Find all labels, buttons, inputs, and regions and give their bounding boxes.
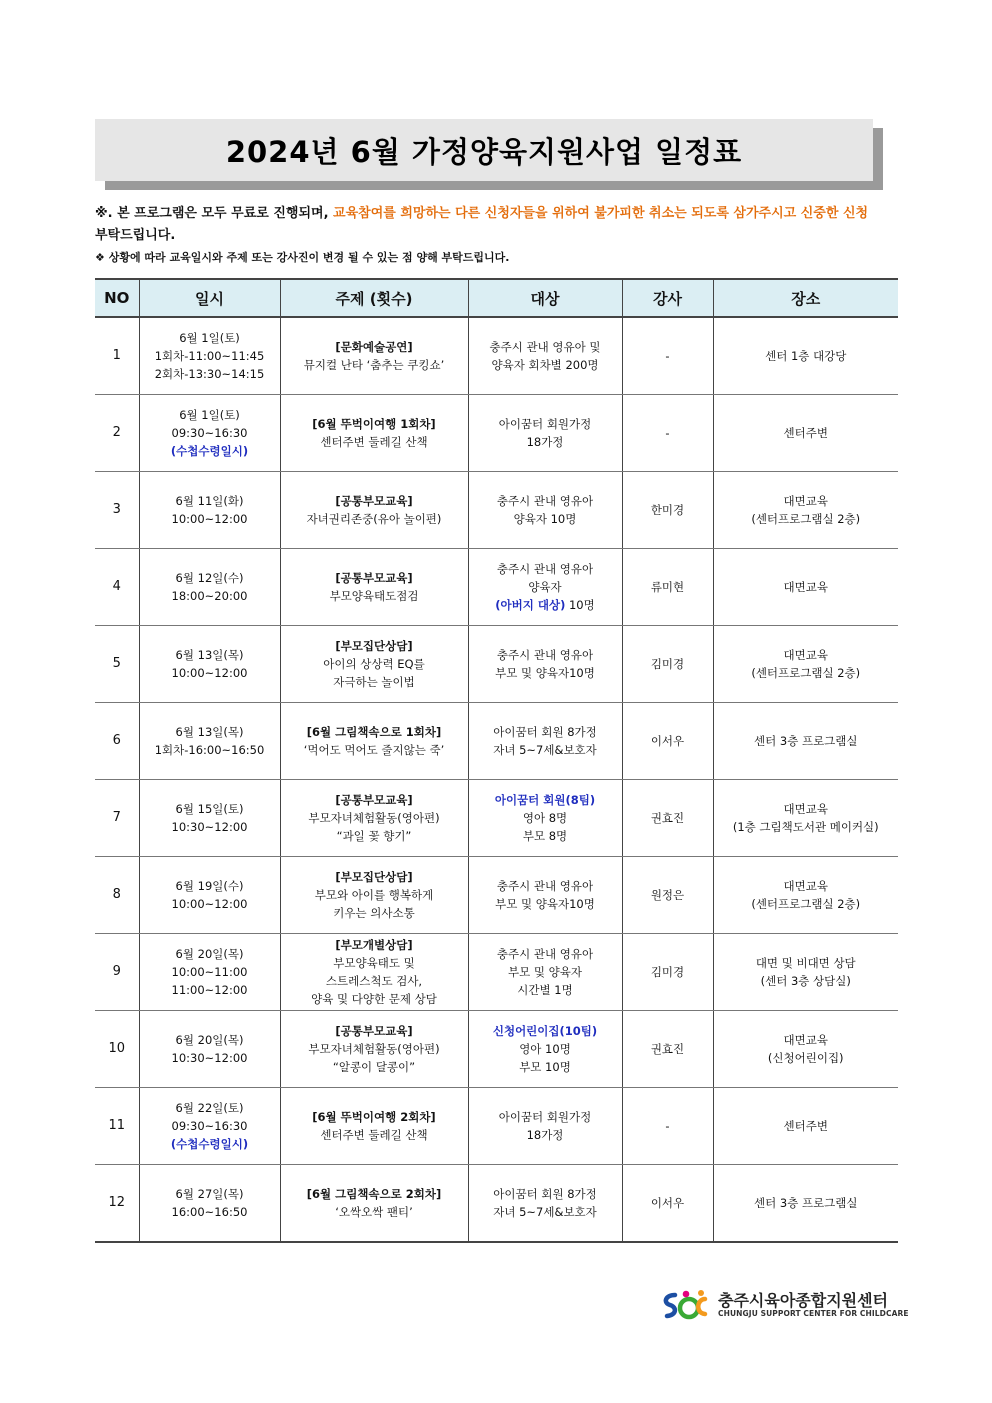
table-row bbox=[95, 934, 898, 1011]
cell-teacher: 김미경 bbox=[622, 934, 713, 1011]
target-line: 18가정 bbox=[526, 1128, 564, 1142]
header-teacher: 강사 bbox=[622, 279, 713, 317]
topic-line: “과일 꽃 향기” bbox=[336, 829, 412, 843]
cell-no: 4 bbox=[95, 549, 139, 626]
topic-line: 부모양육태도 및 bbox=[333, 956, 415, 970]
place-line: 센터 3층 프로그램실 bbox=[754, 734, 858, 748]
cell-target bbox=[468, 1165, 622, 1243]
notice-highlight: 교육참여를 희망하는 다른 신청자들을 위하여 불가피한 취소는 되도록 삼가주시고 신중한 신청 bbox=[333, 206, 869, 221]
table-row bbox=[95, 626, 898, 703]
target-line: 자녀 5~7세&보호자 bbox=[493, 1205, 597, 1219]
table-row bbox=[95, 317, 898, 395]
cell-topic bbox=[280, 780, 468, 857]
cell-place bbox=[713, 1011, 898, 1088]
target-line: 충주시 관내 영유아 bbox=[496, 494, 594, 508]
date-line: 6월 20일(목) bbox=[175, 947, 244, 961]
date-line: 10:30~12:00 bbox=[171, 1051, 248, 1065]
date-note: (수첩수령일시) bbox=[170, 444, 249, 458]
topic-line: 양육 및 다양한 문제 상담 bbox=[311, 992, 437, 1006]
schedule-table bbox=[95, 278, 898, 1243]
date-line: 1회차-16:00~16:50 bbox=[154, 743, 265, 757]
cell-target bbox=[468, 395, 622, 472]
table-row bbox=[95, 703, 898, 780]
date-line: 1회차-11:00~11:45 bbox=[154, 349, 265, 363]
topic-line: 부모자녀체험활동(영아편) bbox=[308, 1042, 440, 1056]
cell-target bbox=[468, 934, 622, 1011]
place-line: 대면교육 bbox=[783, 802, 828, 816]
header-topic: 주제 (횟수) bbox=[280, 279, 468, 317]
notice-suffix: 부탁드립니다. bbox=[95, 228, 176, 243]
table-row bbox=[95, 395, 898, 472]
date-line: 10:30~12:00 bbox=[171, 820, 248, 834]
cell-teacher: 원정은 bbox=[622, 857, 713, 934]
table-row bbox=[95, 549, 898, 626]
logo-mark-icon bbox=[661, 1289, 715, 1321]
place-line: (센터프로그램실 2층) bbox=[751, 666, 861, 680]
place-line: 대면교육 bbox=[783, 648, 828, 662]
cell-teacher: 류미현 bbox=[622, 549, 713, 626]
place-line: 대면교육 bbox=[783, 494, 828, 508]
target-line: 충주시 관내 영유아 bbox=[496, 648, 594, 662]
topic-title: [공통부모교육] bbox=[335, 494, 413, 508]
target-tail: 10명 bbox=[565, 598, 595, 612]
place-line: (1층 그림책도서관 메이커실) bbox=[732, 820, 879, 834]
date-line: 6월 1일(토) bbox=[179, 408, 240, 422]
cell-no: 8 bbox=[95, 857, 139, 934]
topic-line: ‘오싹오싹 팬티’ bbox=[335, 1205, 413, 1219]
target-line: 아이꿈터 회원가정 bbox=[498, 417, 592, 431]
date-line: 6월 12일(수) bbox=[175, 571, 244, 585]
topic-line: ‘먹어도 먹어도 줄지않는 죽’ bbox=[303, 743, 445, 757]
place-line: (센터 3층 상담실) bbox=[760, 974, 851, 988]
cell-no: 10 bbox=[95, 1011, 139, 1088]
topic-line: 스트레스척도 검사, bbox=[325, 974, 423, 988]
cell-topic bbox=[280, 1011, 468, 1088]
cell-teacher: 한미경 bbox=[622, 472, 713, 549]
target-line: 충주시 관내 영유아 bbox=[496, 562, 594, 576]
table-row bbox=[95, 1011, 898, 1088]
date-line: 09:30~16:30 bbox=[171, 1119, 248, 1133]
place-line: (신청어린이집) bbox=[767, 1051, 844, 1065]
target-line: 18가정 bbox=[526, 435, 564, 449]
topic-title: [6월 그림책속으로 2회차] bbox=[306, 1187, 442, 1201]
place-line: 대면교육 bbox=[783, 879, 828, 893]
topic-title: [공통부모교육] bbox=[335, 571, 413, 585]
cell-no: 7 bbox=[95, 780, 139, 857]
topic-line: 부모자녀체험활동(영아편) bbox=[308, 811, 440, 825]
target-line: 영아 8명 bbox=[522, 811, 568, 825]
target-line: 부모 및 양육자10명 bbox=[495, 666, 595, 680]
target-line: 충주시 관내 영유아 bbox=[496, 947, 594, 961]
cell-place bbox=[713, 549, 898, 626]
cell-date bbox=[139, 472, 280, 549]
cell-date bbox=[139, 1088, 280, 1165]
cell-teacher: - bbox=[622, 317, 713, 395]
cell-topic bbox=[280, 1165, 468, 1243]
date-line: 11:00~12:00 bbox=[171, 983, 248, 997]
cell-date bbox=[139, 626, 280, 703]
cell-place bbox=[713, 626, 898, 703]
target-line: 충주시 관내 영유아 bbox=[496, 879, 594, 893]
cell-no: 6 bbox=[95, 703, 139, 780]
cell-topic bbox=[280, 549, 468, 626]
target-line: 아이꿈터 회원가정 bbox=[498, 1110, 592, 1124]
cell-place bbox=[713, 780, 898, 857]
date-line: 6월 20일(목) bbox=[175, 1033, 244, 1047]
header-no: NO bbox=[95, 279, 139, 317]
date-line: 6월 1일(토) bbox=[179, 331, 240, 345]
date-line: 10:00~11:00 bbox=[171, 965, 248, 979]
cell-target bbox=[468, 780, 622, 857]
date-line: 6월 13일(목) bbox=[175, 648, 244, 662]
cell-target bbox=[468, 1011, 622, 1088]
cell-date bbox=[139, 780, 280, 857]
table-row bbox=[95, 1088, 898, 1165]
date-line: 6월 27일(목) bbox=[175, 1187, 244, 1201]
topic-line: 자녀권리존중(유아 놀이편) bbox=[306, 512, 442, 526]
header-target: 대상 bbox=[468, 279, 622, 317]
cell-place bbox=[713, 703, 898, 780]
topic-line: 뮤지컬 난타 ‘춤추는 쿠킹쇼’ bbox=[303, 358, 445, 372]
topic-line: 아이의 상상력 EQ를 bbox=[323, 657, 425, 671]
cell-teacher: - bbox=[622, 395, 713, 472]
date-line: 6월 22일(토) bbox=[175, 1101, 244, 1115]
cell-place bbox=[713, 934, 898, 1011]
cell-topic bbox=[280, 857, 468, 934]
cell-topic bbox=[280, 317, 468, 395]
topic-title: [공통부모교육] bbox=[335, 1024, 413, 1038]
logo-name: 충주시육아종합지원센터 bbox=[718, 1291, 889, 1310]
target-tail-line bbox=[471, 596, 620, 614]
target-highlight: 신청어린이집(10팀) bbox=[492, 1024, 598, 1038]
cell-place bbox=[713, 317, 898, 395]
cell-date bbox=[139, 317, 280, 395]
date-line: 2회차-13:30~14:15 bbox=[154, 367, 265, 381]
target-line: 양육자 10명 bbox=[513, 512, 577, 526]
date-line: 6월 19일(수) bbox=[175, 879, 244, 893]
center-logo bbox=[661, 1287, 909, 1323]
cell-date bbox=[139, 395, 280, 472]
table-row bbox=[95, 1165, 898, 1243]
topic-line: 키우는 의사소통 bbox=[333, 906, 415, 920]
cell-place bbox=[713, 1165, 898, 1243]
cell-date bbox=[139, 1165, 280, 1243]
cell-place bbox=[713, 1088, 898, 1165]
cell-topic bbox=[280, 703, 468, 780]
topic-line: 부모양육태도점검 bbox=[329, 589, 419, 603]
cell-target bbox=[468, 472, 622, 549]
target-line: 양육자 회차별 200명 bbox=[491, 358, 599, 372]
topic-title: [6월 그림책속으로 1회차] bbox=[306, 725, 442, 739]
cell-teacher: 권효진 bbox=[622, 1011, 713, 1088]
cell-place bbox=[713, 857, 898, 934]
cell-target bbox=[468, 317, 622, 395]
date-note: (수첩수령일시) bbox=[170, 1137, 249, 1151]
date-line: 10:00~12:00 bbox=[171, 512, 248, 526]
date-line: 6월 13일(목) bbox=[175, 725, 244, 739]
table-row bbox=[95, 857, 898, 934]
cell-target bbox=[468, 857, 622, 934]
table-row bbox=[95, 780, 898, 857]
topic-line: 자극하는 놀이법 bbox=[333, 675, 415, 689]
topic-line: 센터주변 둘레길 산책 bbox=[320, 1128, 428, 1142]
date-line: 09:30~16:30 bbox=[171, 426, 248, 440]
place-line: 센터 3층 프로그램실 bbox=[754, 1196, 858, 1210]
topic-title: [6월 뚜벅이여행 1회차] bbox=[312, 417, 436, 431]
cell-place bbox=[713, 472, 898, 549]
date-line: 6월 15일(토) bbox=[175, 802, 244, 816]
cell-topic bbox=[280, 1088, 468, 1165]
header-place: 장소 bbox=[713, 279, 898, 317]
title-banner bbox=[95, 119, 873, 181]
cell-target bbox=[468, 703, 622, 780]
cell-date bbox=[139, 549, 280, 626]
target-line: 충주시 관내 영유아 및 bbox=[489, 340, 601, 354]
topic-line: 부모와 아이를 행복하게 bbox=[314, 888, 434, 902]
cell-target bbox=[468, 549, 622, 626]
cell-no: 9 bbox=[95, 934, 139, 1011]
cell-topic bbox=[280, 934, 468, 1011]
cell-topic bbox=[280, 472, 468, 549]
notice bbox=[95, 203, 885, 247]
date-line: 10:00~12:00 bbox=[171, 897, 248, 911]
topic-title: [부모개별상담] bbox=[335, 938, 413, 952]
topic-line: “알콩이 달콩이” bbox=[332, 1060, 416, 1074]
target-line: 부모 8명 bbox=[522, 829, 568, 843]
cell-teacher: 이서우 bbox=[622, 703, 713, 780]
place-line: 대면교육 bbox=[783, 580, 828, 594]
cell-teacher: 이서우 bbox=[622, 1165, 713, 1243]
place-line: 대면 및 비대면 상담 bbox=[755, 956, 856, 970]
table-row bbox=[95, 472, 898, 549]
cell-target bbox=[468, 626, 622, 703]
cell-no: 5 bbox=[95, 626, 139, 703]
topic-line: 센터주변 둘레길 산책 bbox=[320, 435, 428, 449]
subnote: ❖ 상황에 따라 교육일시와 주제 또는 강사진이 변경 될 수 있는 점 양해 부탁드립니다. bbox=[95, 251, 510, 264]
place-line: 대면교육 bbox=[783, 1033, 828, 1047]
cell-no: 2 bbox=[95, 395, 139, 472]
cell-date bbox=[139, 703, 280, 780]
cell-date bbox=[139, 934, 280, 1011]
date-line: 18:00~20:00 bbox=[171, 589, 248, 603]
cell-teacher: 권효진 bbox=[622, 780, 713, 857]
target-line: 시간별 1명 bbox=[517, 983, 573, 997]
place-line: 센터주변 bbox=[783, 426, 828, 440]
place-line: (센터프로그램실 2층) bbox=[751, 897, 861, 911]
target-line: 부모 10명 bbox=[519, 1060, 571, 1074]
place-line: (센터프로그램실 2층) bbox=[751, 512, 861, 526]
cell-no: 1 bbox=[95, 317, 139, 395]
cell-topic bbox=[280, 626, 468, 703]
target-line: 부모 및 양육자 bbox=[508, 965, 582, 979]
notice-prefix: ※. 본 프로그램은 모두 무료로 진행되며, bbox=[95, 206, 329, 221]
logo-english: CHUNGJU SUPPORT CENTER FOR CHILDCARE bbox=[718, 1309, 909, 1318]
topic-title: [6월 뚜벅이여행 2회차] bbox=[312, 1110, 436, 1124]
header-row bbox=[95, 279, 898, 317]
cell-no: 3 bbox=[95, 472, 139, 549]
topic-title: [공통부모교육] bbox=[335, 793, 413, 807]
topic-title: [문화예술공연] bbox=[335, 340, 413, 354]
place-line: 센터 1층 대강당 bbox=[765, 349, 847, 363]
place-line: 센터주변 bbox=[783, 1119, 828, 1133]
cell-topic bbox=[280, 395, 468, 472]
page-title: 2024년 6월 가정양육지원사업 일정표 bbox=[95, 119, 873, 181]
target-line: 자녀 5~7세&보호자 bbox=[493, 743, 597, 757]
cell-place bbox=[713, 395, 898, 472]
cell-teacher: 김미경 bbox=[622, 626, 713, 703]
cell-date bbox=[139, 1011, 280, 1088]
target-line: 영아 10명 bbox=[519, 1042, 571, 1056]
cell-date bbox=[139, 857, 280, 934]
cell-target bbox=[468, 1088, 622, 1165]
header-date: 일시 bbox=[139, 279, 280, 317]
date-line: 6월 11일(화) bbox=[175, 494, 244, 508]
topic-title: [부모집단상담] bbox=[335, 639, 413, 653]
cell-teacher: - bbox=[622, 1088, 713, 1165]
date-line: 16:00~16:50 bbox=[171, 1205, 248, 1219]
target-line: 아이꿈터 회원 8가정 bbox=[493, 1187, 597, 1201]
topic-title: [부모집단상담] bbox=[335, 870, 413, 884]
cell-no: 12 bbox=[95, 1165, 139, 1243]
target-tail-highlight: (아버지 대상) bbox=[495, 598, 566, 612]
target-highlight: 아이꿈터 회원(8팀) bbox=[494, 793, 596, 807]
target-line: 양육자 bbox=[528, 580, 562, 594]
target-line: 아이꿈터 회원 8가정 bbox=[493, 725, 597, 739]
cell-no: 11 bbox=[95, 1088, 139, 1165]
target-line: 부모 및 양육자10명 bbox=[495, 897, 595, 911]
date-line: 10:00~12:00 bbox=[171, 666, 248, 680]
